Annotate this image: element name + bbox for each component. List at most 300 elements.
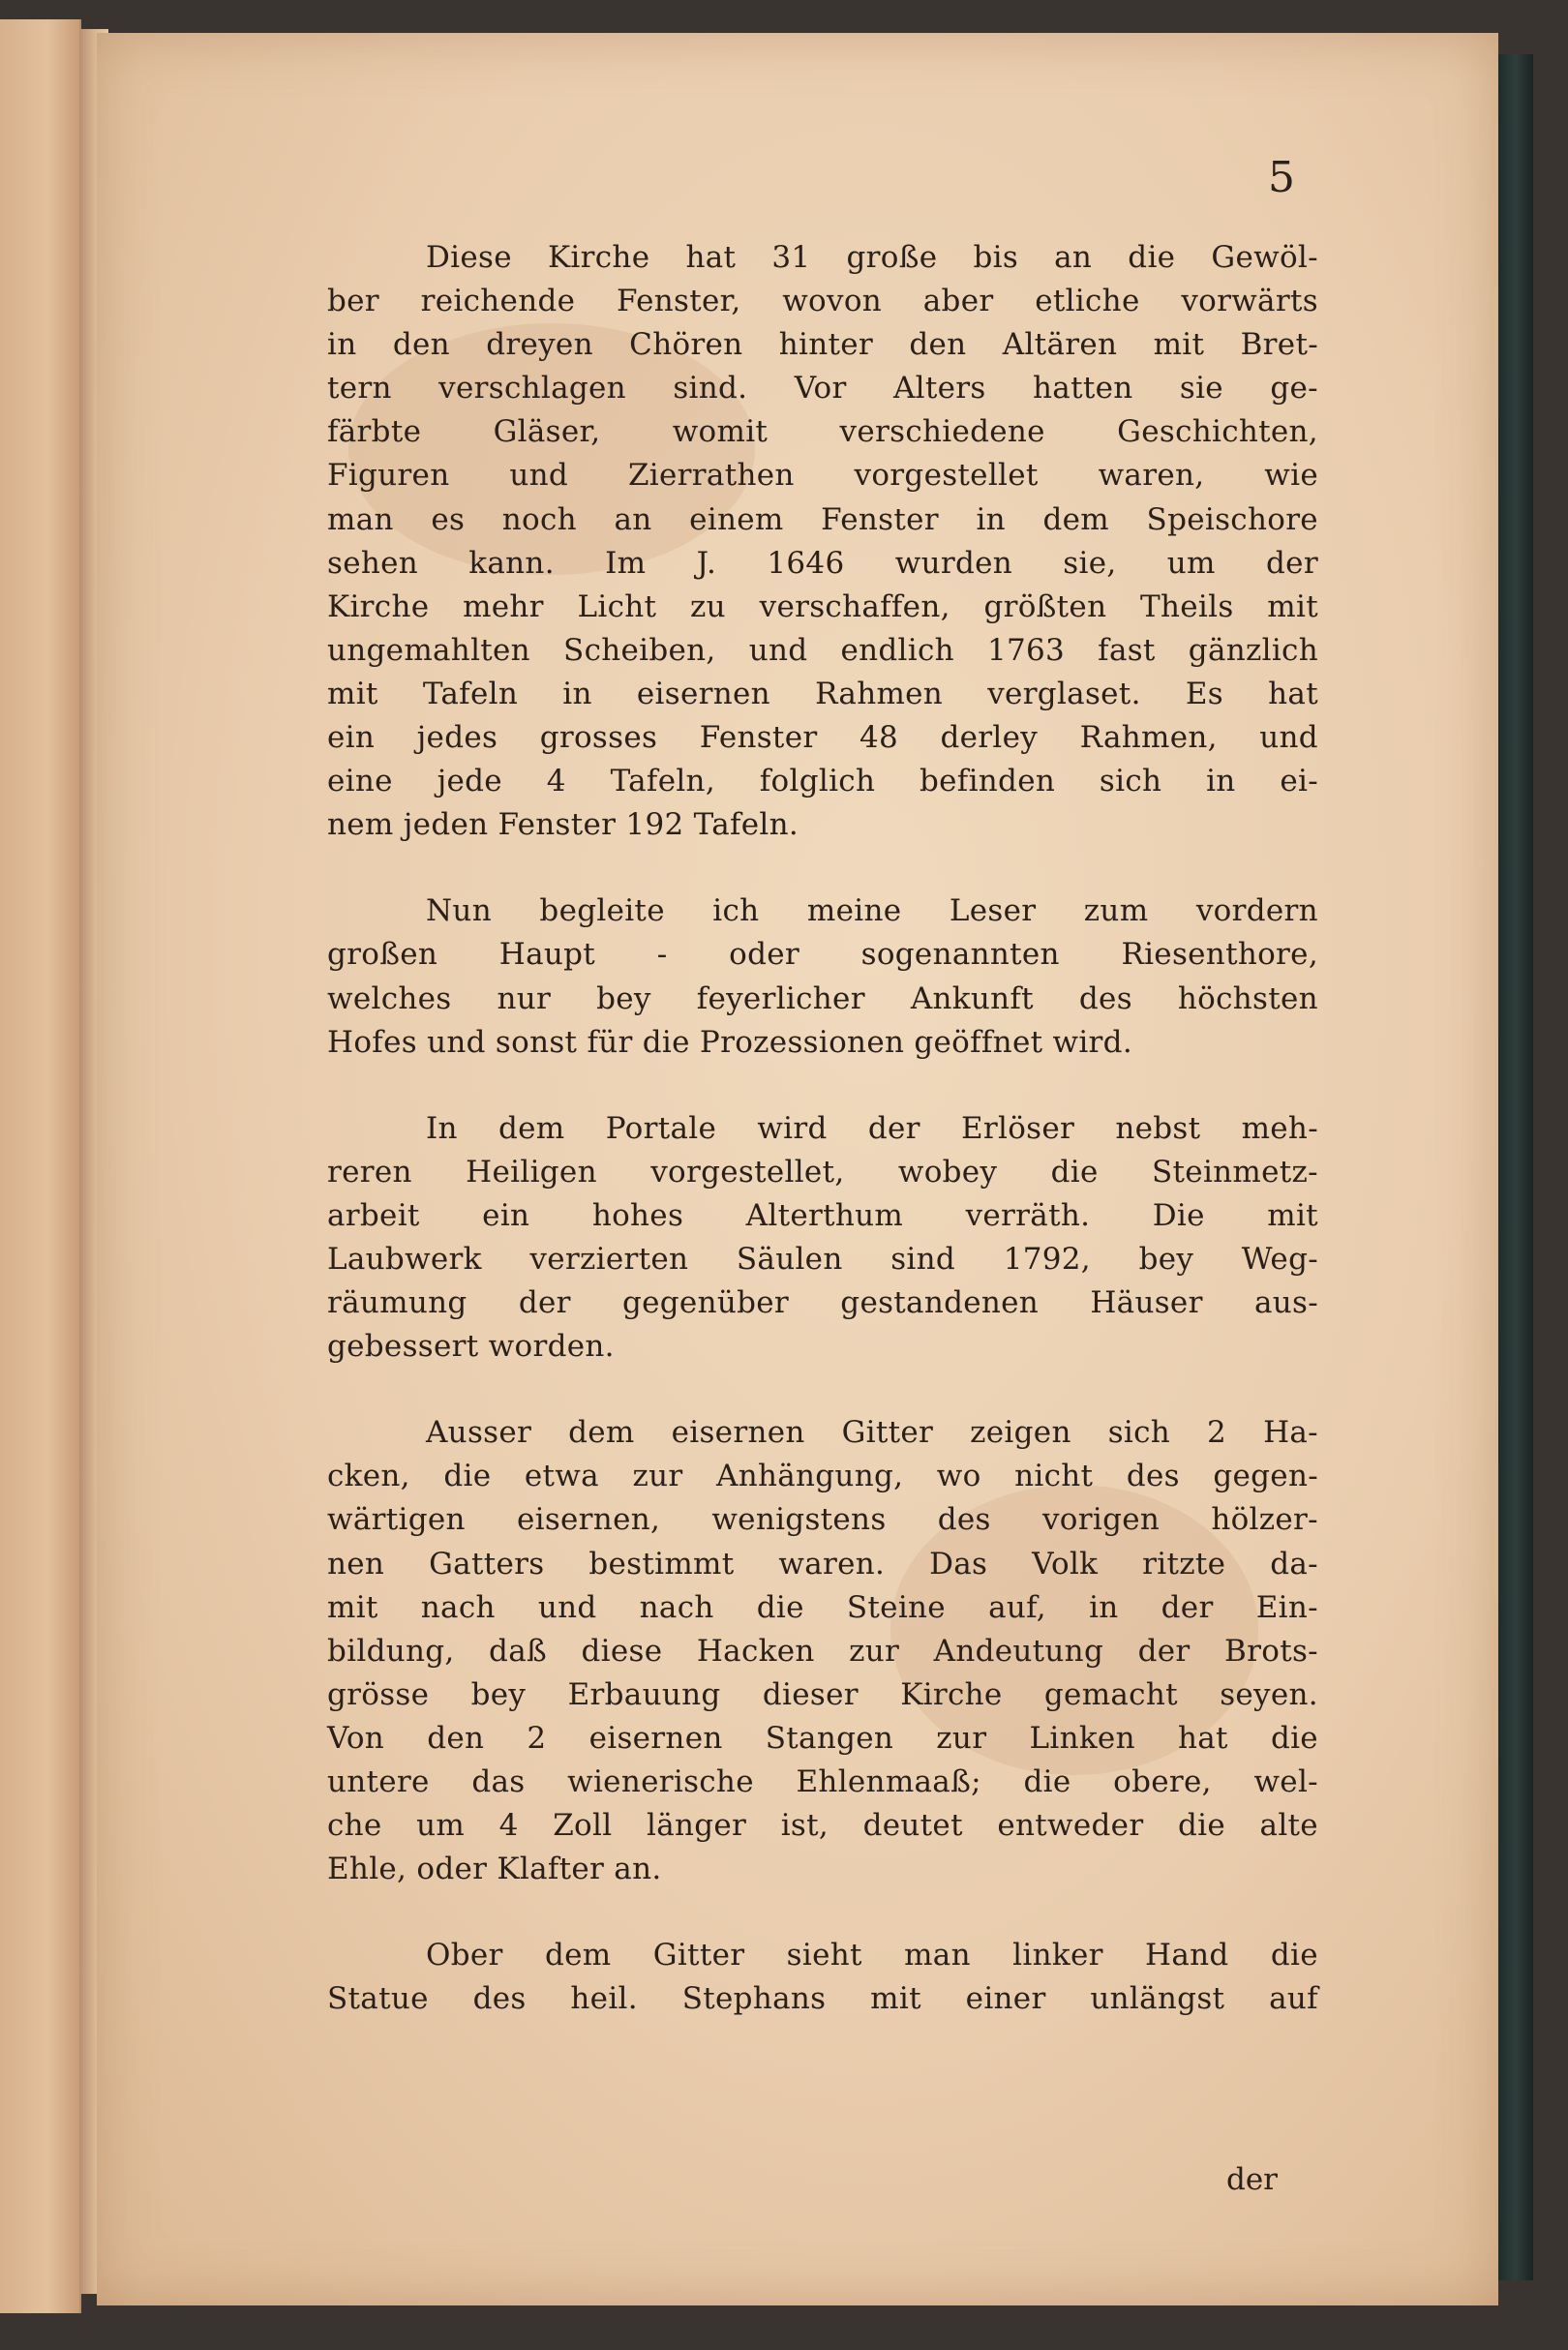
word: mehr [463,588,544,624]
word: vorgestellet [854,458,1039,494]
word: vorigen [1041,1502,1161,1538]
word: der [1266,545,1318,581]
word: nur [497,980,552,1016]
text-line [327,978,1318,1021]
text-line: nem jeden Fenster 192 Tafeln. [327,807,799,843]
word: J. [696,545,717,581]
word: des [472,1981,527,2017]
catchword: der [1225,2162,1278,2197]
word: wel- [1253,1764,1318,1799]
word: färbte [327,414,422,450]
word: - [656,937,668,973]
word: höchsten [1177,980,1318,1016]
word: derley [940,720,1039,756]
word: nach [420,1589,496,1625]
word: den [909,327,967,363]
word: 2 [1207,1415,1227,1451]
text-line [327,1673,1318,1717]
word: deutet [862,1808,963,1844]
book-cover-edge [1498,54,1533,2280]
word: reren [327,1154,412,1190]
word: mit [1153,327,1205,363]
paragraph-gap [327,1065,1318,1107]
word: dem [568,1415,635,1451]
word: grösse [327,1676,430,1712]
word: Ober [426,1938,503,1973]
word: 2 [527,1720,547,1756]
word: aus- [1253,1285,1318,1321]
word: wo [936,1459,981,1494]
word: Chören [629,327,743,363]
text-line [327,1455,1318,1498]
word: hat [1177,1720,1228,1756]
text-line [327,1107,1318,1151]
word: da- [1270,1546,1318,1582]
word: Hacken [696,1633,815,1669]
word: hat [685,240,737,275]
word: linker [1012,1938,1103,1973]
word: Das [929,1546,988,1582]
left-page-edge [0,19,81,2313]
word: Erbauung [567,1676,721,1712]
word: tern [327,371,392,407]
word: einer [965,1981,1046,2017]
word: Scheiben, [563,632,716,668]
word: mit [1267,588,1318,624]
word: zur [632,1459,683,1494]
word: Heiligen [466,1154,597,1190]
word: 1763 [986,632,1066,668]
word: größten [983,588,1107,624]
word: untere [327,1764,430,1799]
word: oder [729,937,799,973]
paragraph [327,1107,1318,1370]
word: dem [544,1938,612,1973]
word: dieser [762,1676,859,1712]
word: den [392,327,450,363]
word: wenigstens [711,1502,887,1538]
word: sind. [673,371,748,407]
word: Fenster, [616,284,741,319]
word: Haupt [498,937,596,973]
word: die [1050,1154,1099,1190]
word: verräth. [965,1197,1091,1233]
word: Altären [1002,327,1118,363]
word: Laubwerk [327,1241,482,1277]
word: der [1137,1633,1191,1669]
word: zur [936,1720,987,1756]
text-line [327,454,1318,497]
word: kann. [468,545,555,581]
word: wärtigen [327,1502,466,1538]
text-line [327,716,1318,760]
word: fast [1098,632,1156,668]
word: mit [327,676,378,711]
word: räumung [327,1285,467,1321]
word: und [1259,720,1318,756]
word: verglaset. [987,676,1141,711]
word: in [562,676,592,711]
text-line [327,673,1318,716]
word: Nun [426,893,492,929]
text-line [327,1717,1318,1761]
word: sie, [1063,545,1117,581]
word: sogenannten [860,937,1060,973]
word: ber [327,284,379,319]
word: der [518,1285,571,1321]
paragraph [327,1934,1318,2021]
word: zeigen [970,1415,1071,1451]
word: 31 [771,240,811,275]
word: Säulen [736,1241,843,1277]
word: folglich [759,764,876,799]
word: an [1054,240,1093,275]
word: man [904,1938,971,1973]
word: verzierten [529,1241,689,1277]
word: etwa [524,1459,599,1494]
word: Erlöser [960,1110,1075,1146]
word: großen [327,937,438,973]
paragraph-gap [327,1891,1318,1934]
word: unlängst [1090,1981,1225,2017]
word: Rahmen, [1079,720,1218,756]
word: 4 [498,1808,519,1844]
word: Ausser [426,1415,532,1451]
word: Fenster [821,501,939,537]
word: eisernen, [516,1502,661,1538]
text-line [327,889,1318,933]
text-line [327,629,1318,673]
word: hohes [591,1197,684,1233]
word: Weg- [1241,1241,1318,1277]
text-line [327,280,1318,323]
word: Licht [577,588,657,624]
word: ein [327,720,376,756]
word: man [327,501,394,537]
word: wovon [782,284,883,319]
word: ist, [780,1808,829,1844]
word: ge- [1270,371,1318,407]
paragraph [327,1411,1318,1891]
word: es [431,501,466,537]
word: begleite [539,893,665,929]
word: entweder [997,1808,1144,1844]
word: auf, [988,1589,1046,1625]
word: sie [1179,371,1223,407]
word: vorwärts [1181,284,1318,319]
word: sich [1107,1415,1171,1451]
word: verschaffen, [759,588,950,624]
word: alte [1259,1808,1318,1844]
text-line: Hofes und sonst für die Prozessionen geöffnet wird. [327,1024,1132,1060]
word: und [748,632,808,668]
text-line [327,586,1318,629]
word: waren, [1098,458,1205,494]
word: endlich [840,632,954,668]
word: hinter [778,327,874,363]
word: Kirche [547,240,650,275]
word: gegenüber [622,1285,790,1321]
word: Ha- [1263,1415,1318,1451]
word: zum [1083,893,1149,929]
text-line [327,933,1318,977]
word: Im [605,545,647,581]
word: Figuren [327,458,450,494]
word: wie [1264,458,1318,494]
word: Steine [846,1589,946,1625]
word: bis [973,240,1019,275]
word: die [1128,240,1176,275]
text-line: gebessert worden. [327,1329,615,1365]
word: mit [1267,1197,1318,1233]
paragraph [327,889,1318,1064]
word: Häuser [1090,1285,1203,1321]
word: in [1089,1589,1119,1625]
word: vordern [1195,893,1318,929]
word: seyen. [1220,1676,1318,1712]
word: Vor [794,371,847,407]
word: befinden [920,764,1056,799]
word: Anhängung, [716,1459,904,1494]
word: zur [849,1633,900,1669]
paragraph-gap [327,847,1318,889]
word: Kirche [327,588,430,624]
word: verschlagen [438,371,626,407]
word: Gläser, [493,414,601,450]
word: die [1270,1938,1318,1973]
text-line: Ehle, oder Klafter an. [327,1852,662,1887]
word: die [756,1589,804,1625]
word: Ehlenmaaß; [796,1764,981,1799]
word: Rahmen [815,676,944,711]
word: die [443,1459,492,1494]
word: Leser [949,893,1037,929]
word: hat [1268,676,1318,711]
word: und [509,458,569,494]
word: sind [890,1241,956,1277]
word: che [327,1808,382,1844]
word: mit [870,1981,921,2017]
word: Alterthum [745,1197,904,1233]
word: Die [1152,1197,1205,1233]
word: reichende [420,284,576,319]
word: ich [712,893,760,929]
word: welches [327,980,452,1016]
word: eisernen [636,676,770,711]
word: dreyen [486,327,593,363]
word: Zierrathen [627,458,795,494]
word: Gitter [841,1415,934,1451]
word: ungemahlten [327,632,530,668]
word: jede [437,764,502,799]
text-line [327,1586,1318,1630]
word: gänzlich [1188,632,1318,668]
word: 1792, [1003,1241,1091,1277]
word: sehen [327,545,419,581]
word: etliche [1035,284,1140,319]
text-line [327,1194,1318,1238]
word: noch [501,501,577,537]
word: ei- [1280,764,1318,799]
word: den [427,1720,485,1756]
word: auf [1269,1981,1318,2017]
word: wurden [894,545,1013,581]
text-line [327,1543,1318,1586]
word: Fenster [699,720,818,756]
word: Es [1185,676,1224,711]
word: des [1126,1459,1180,1494]
text-line [327,1630,1318,1673]
word: dem [1042,501,1109,537]
word: große [846,240,938,275]
text-line [327,410,1318,454]
word: in [327,327,357,363]
word: waren. [778,1546,886,1582]
word: zu [690,588,726,624]
word: gestandenen [840,1285,1040,1321]
text-line [327,498,1318,542]
word: Geschichten, [1117,414,1318,450]
word: Ankunft [910,980,1034,1016]
word: Stephans [681,1981,827,2017]
text-line [327,1498,1318,1542]
word: sich [1099,764,1162,799]
word: das [471,1764,526,1799]
word: arbeit [327,1197,420,1233]
word: in [1206,764,1236,799]
word: Stangen [765,1720,894,1756]
word: gemacht [1043,1676,1178,1712]
word: Gewöl- [1211,240,1318,275]
text-line [327,1977,1318,2021]
word: bildung, [327,1633,455,1669]
text-line [327,367,1318,410]
text-line [327,323,1318,367]
word: hatten [1033,371,1133,407]
word: Zoll [553,1808,613,1844]
word: cken, [327,1459,410,1494]
word: daß [489,1633,547,1669]
word: Von [327,1720,385,1756]
word: jedes [416,720,498,756]
word: des [1078,980,1132,1016]
word: dem [498,1110,565,1146]
word: Linken [1029,1720,1135,1756]
word: womit [672,414,769,450]
word: der [867,1110,920,1146]
word: Gatters [429,1546,545,1582]
text-line [327,236,1318,280]
word: einem [689,501,784,537]
word: Andeutung [933,1633,1104,1669]
word: verschiedene [839,414,1045,450]
word: bey [1138,1241,1194,1277]
text-line [327,1934,1318,1977]
word: aber [922,284,994,319]
word: gegen- [1213,1459,1318,1494]
text-line [327,1761,1318,1804]
word: bey [596,980,651,1016]
word: Alters [893,371,986,407]
word: bey [470,1676,527,1712]
word: meh- [1241,1110,1318,1146]
word: heil. [570,1981,638,2017]
word: feyerlicher [696,980,865,1016]
word: länger [647,1808,747,1844]
word: 4 [546,764,566,799]
word: die [1177,1808,1225,1844]
word: Brots- [1224,1633,1318,1669]
word: um [1166,545,1216,581]
word: Bret- [1240,327,1318,363]
word: und [537,1589,597,1625]
word: eisernen [671,1415,805,1451]
text-line [327,542,1318,586]
text-line [327,1281,1318,1325]
word: Ein- [1255,1589,1318,1625]
word: an [614,501,652,537]
word: Tafeln, [610,764,715,799]
word: Hand [1145,1938,1229,1973]
body-text [327,236,1318,2021]
word: nebst [1115,1110,1201,1146]
word: wienerische [567,1764,754,1799]
word: diese [581,1633,663,1669]
word: Gitter [652,1938,745,1973]
text-line [327,1151,1318,1194]
word: grosses [539,720,658,756]
word: die [1023,1764,1071,1799]
text-line [327,1804,1318,1848]
text-line [327,760,1318,803]
word: bestimmt [588,1546,735,1582]
word: Diese [426,240,512,275]
word: Steinmetz- [1152,1154,1318,1190]
word: eine [327,764,393,799]
word: In [426,1110,458,1146]
word: wobey [897,1154,998,1190]
word: 1646 [767,545,845,581]
word: sieht [786,1938,862,1973]
word: Speischore [1146,501,1318,537]
word: Statue [327,1981,429,2017]
word: des [937,1502,991,1538]
word: nen [327,1546,385,1582]
word: Theils [1140,588,1234,624]
word: nicht [1014,1459,1094,1494]
word: Kirche [900,1676,1003,1712]
word: obere, [1113,1764,1212,1799]
paragraph [327,236,1318,847]
text-line [327,1238,1318,1281]
word: in [976,501,1006,537]
word: Volk [1032,1546,1099,1582]
text-line [327,1411,1318,1455]
word: nach [639,1589,714,1625]
word: meine [806,893,902,929]
word: eisernen [588,1720,723,1756]
word: ein [482,1197,530,1233]
word: mit [327,1589,378,1625]
word: 48 [859,720,899,756]
word: der [1161,1589,1214,1625]
word: vorgestellet, [650,1154,845,1190]
word: um [416,1808,466,1844]
word: ritzte [1142,1546,1226,1582]
word: Tafeln [422,676,519,711]
word: hölzer- [1211,1502,1318,1538]
page-number: 5 [1268,153,1295,202]
